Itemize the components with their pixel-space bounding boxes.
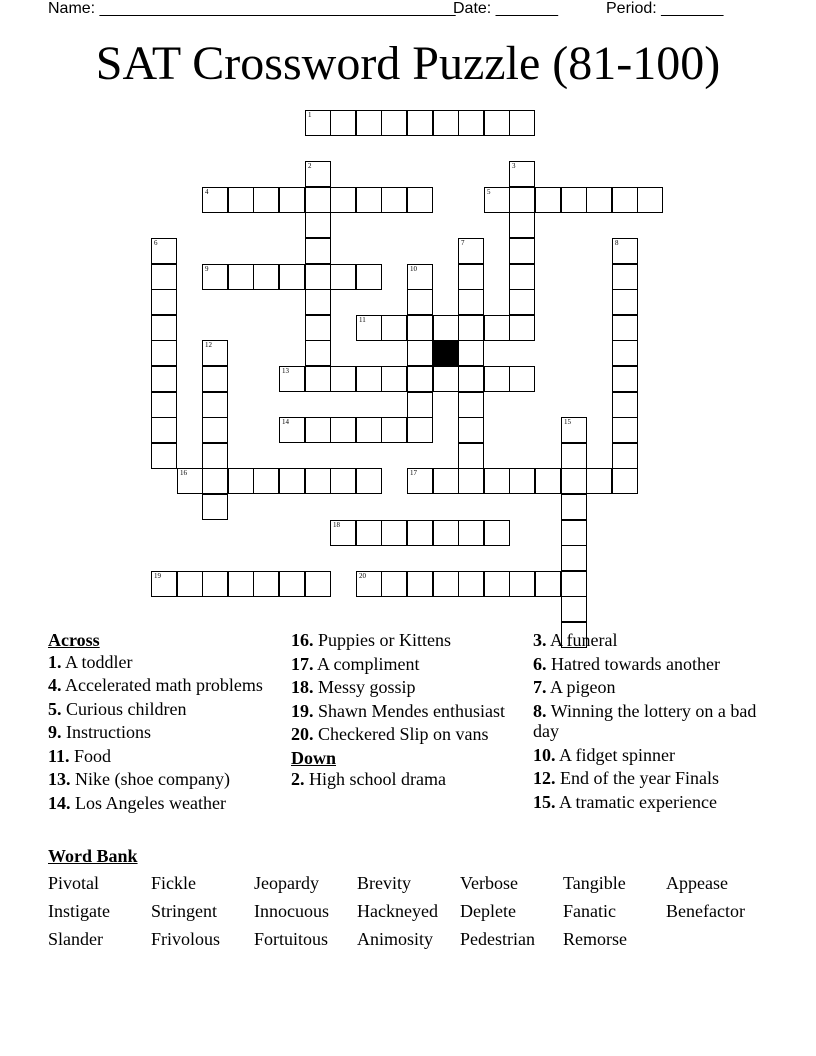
grid-cell[interactable] [458, 468, 484, 494]
grid-cell[interactable] [612, 315, 638, 341]
clue-number-10: 10 [410, 265, 417, 273]
grid-cell[interactable] [612, 238, 638, 264]
grid-cell[interactable] [561, 443, 587, 469]
clue-number-9: 9 [205, 265, 209, 273]
grid-cell[interactable] [458, 366, 484, 392]
clue-number-3: 3 [512, 162, 516, 170]
grid-cell[interactable] [484, 187, 510, 213]
grid-cell[interactable] [433, 571, 459, 597]
grid-cell[interactable] [509, 468, 535, 494]
grid-cell[interactable] [305, 340, 331, 366]
grid-cell[interactable] [381, 315, 407, 341]
grid-cell[interactable] [484, 315, 510, 341]
clue-number-15: 15 [564, 418, 571, 426]
grid-cell[interactable] [484, 571, 510, 597]
grid-cell[interactable] [305, 238, 331, 264]
word-bank-item: Jeopardy [254, 873, 319, 893]
clue-down-15: 15. A tramatic experience [533, 791, 717, 812]
grid-cell[interactable] [305, 110, 331, 136]
grid-cell[interactable] [509, 110, 535, 136]
clue-number-6: 6 [154, 239, 158, 247]
grid-cell[interactable] [612, 468, 638, 494]
grid-cell[interactable] [407, 392, 433, 418]
grid-cell[interactable] [330, 520, 356, 546]
grid-cell[interactable] [202, 571, 228, 597]
word-bank-item: Stringent [151, 901, 217, 921]
clue-down-6: 6. Hatred towards another [533, 653, 720, 674]
grid-cell[interactable] [356, 110, 382, 136]
clue-number-19: 19 [154, 572, 161, 580]
word-bank-item: Slander [48, 929, 103, 949]
grid-cell[interactable] [305, 366, 331, 392]
grid-cell[interactable] [407, 417, 433, 443]
clue-number-8: 8 [615, 239, 619, 247]
grid-cell[interactable] [279, 571, 305, 597]
grid-cell[interactable] [381, 110, 407, 136]
grid-cell[interactable] [458, 238, 484, 264]
grid-cell[interactable] [612, 417, 638, 443]
grid-cell[interactable] [253, 187, 279, 213]
grid-cell[interactable] [305, 468, 331, 494]
word-bank-item: Fortuitous [254, 929, 329, 949]
grid-cell[interactable] [202, 494, 228, 520]
grid-cell[interactable] [561, 187, 587, 213]
grid-cell[interactable] [612, 443, 638, 469]
clue-across-5: 5. Curious children [48, 698, 187, 719]
grid-cell[interactable] [458, 392, 484, 418]
clue-down-10: 10. A fidget spinner [533, 744, 675, 765]
word-bank-item: Pedestrian [460, 929, 535, 949]
grid-cell[interactable] [407, 187, 433, 213]
date-field[interactable]: Date: _______ [453, 0, 558, 17]
grid-cell[interactable] [458, 520, 484, 546]
grid-cell[interactable] [151, 315, 177, 341]
clue-number-1: 1 [308, 111, 312, 119]
grid-cell[interactable] [305, 212, 331, 238]
grid-cell[interactable] [433, 520, 459, 546]
clue-down-12: 12. End of the year Finals [533, 768, 719, 788]
grid-cell[interactable] [151, 443, 177, 469]
grid-cell[interactable] [305, 315, 331, 341]
grid-cell[interactable] [407, 571, 433, 597]
grid-cell[interactable] [305, 264, 331, 290]
grid-cell[interactable] [381, 417, 407, 443]
grid-cell[interactable] [612, 366, 638, 392]
word-bank-item: Pivotal [48, 873, 100, 893]
down-heading: Down [291, 747, 337, 768]
grid-cell[interactable] [253, 264, 279, 290]
clue-number-13: 13 [282, 367, 289, 375]
grid-cell[interactable] [356, 315, 382, 341]
black-cell [433, 340, 459, 366]
grid-cell[interactable] [561, 417, 587, 443]
grid-cell[interactable] [433, 110, 459, 136]
grid-cell[interactable] [458, 264, 484, 290]
grid-cell[interactable] [279, 417, 305, 443]
grid-cell[interactable] [381, 187, 407, 213]
grid-cell[interactable] [509, 264, 535, 290]
grid-cell[interactable] [330, 110, 356, 136]
word-bank-item: Instigate [48, 901, 110, 921]
word-bank [48, 846, 778, 950]
grid-cell[interactable] [433, 315, 459, 341]
grid-cell[interactable] [202, 417, 228, 443]
grid-cell[interactable] [612, 264, 638, 290]
word-bank-item: Benefactor [666, 901, 745, 921]
grid-cell[interactable] [202, 366, 228, 392]
clue-number-11: 11 [359, 316, 366, 324]
clue-across-13: 13. Nike (shoe company) [48, 769, 230, 789]
clue-down-2: 2. High school drama [291, 769, 446, 789]
grid-cell[interactable] [356, 520, 382, 546]
grid-cell[interactable] [279, 187, 305, 213]
clue-across-9: 9. Instructions [48, 722, 151, 742]
grid-cell[interactable] [151, 264, 177, 290]
grid-cell[interactable] [253, 571, 279, 597]
grid-cell[interactable] [407, 468, 433, 494]
clue-number-17: 17 [410, 469, 417, 477]
word-bank-item: Verbose [460, 873, 518, 893]
grid-cell[interactable] [509, 161, 535, 187]
clue-down-8: 8. Winning the lottery on a bad day [533, 700, 757, 741]
clue-number-20: 20 [359, 572, 366, 580]
grid-cell[interactable] [407, 289, 433, 315]
grid-cell[interactable] [330, 468, 356, 494]
clue-number-4: 4 [205, 188, 209, 196]
grid-cell[interactable] [356, 366, 382, 392]
clue-across-20: 20. Checkered Slip on vans [291, 724, 489, 744]
word-bank-item: Appease [666, 873, 728, 893]
grid-cell[interactable] [202, 187, 228, 213]
grid-cell[interactable] [381, 520, 407, 546]
grid-cell[interactable] [356, 417, 382, 443]
grid-cell[interactable] [561, 494, 587, 520]
word-bank-item: Animosity [357, 929, 434, 949]
word-bank-item: Brevity [357, 873, 411, 893]
grid-cell[interactable] [305, 417, 331, 443]
grid-cell[interactable] [330, 366, 356, 392]
grid-cell[interactable] [330, 264, 356, 290]
grid-cell[interactable] [228, 187, 254, 213]
clue-across-4: 4. Accelerated math problems [48, 675, 263, 695]
word-bank-heading: Word Bank [48, 846, 138, 866]
grid-cell[interactable] [612, 340, 638, 366]
word-bank-item: Remorse [563, 929, 627, 949]
clue-across-11: 11. Food [48, 745, 112, 766]
grid-cell[interactable] [586, 468, 612, 494]
grid-cell[interactable] [535, 187, 561, 213]
grid-cell[interactable] [356, 264, 382, 290]
grid-cell[interactable] [356, 468, 382, 494]
grid-cell[interactable] [561, 520, 587, 546]
grid-cell[interactable] [202, 340, 228, 366]
grid-cell[interactable] [561, 545, 587, 571]
name-field[interactable]: Name: ________________________________________ [48, 0, 456, 17]
grid-cell[interactable] [484, 520, 510, 546]
grid-cell[interactable] [509, 187, 535, 213]
clue-across-18: 18. Messy gossip [291, 677, 416, 697]
grid-cell[interactable] [535, 468, 561, 494]
grid-cell[interactable] [612, 392, 638, 418]
grid-cell[interactable] [586, 187, 612, 213]
clue-down-3: 3. A funeral [533, 630, 618, 650]
clue-down-7: 7. A pigeon [533, 677, 616, 697]
clue-number-14: 14 [282, 418, 289, 426]
clue-across-19: 19. Shawn Mendes enthusiast [291, 700, 505, 721]
word-bank-item: Fickle [151, 873, 196, 893]
grid-cell[interactable] [151, 366, 177, 392]
grid-cell[interactable] [458, 315, 484, 341]
grid-cell[interactable] [458, 571, 484, 597]
grid-cell[interactable] [561, 571, 587, 597]
word-bank-item: Frivolous [151, 929, 221, 949]
grid-cell[interactable] [407, 110, 433, 136]
clue-across-17: 17. A compliment [291, 653, 420, 674]
grid-cell[interactable] [612, 289, 638, 315]
grid-cell[interactable] [151, 571, 177, 597]
grid-cell[interactable] [458, 340, 484, 366]
grid-cell[interactable] [228, 468, 254, 494]
grid-cell[interactable] [151, 392, 177, 418]
grid-cell[interactable] [305, 571, 331, 597]
clue-across-16: 16. Puppies or Kittens [291, 630, 451, 650]
grid-cell[interactable] [356, 571, 382, 597]
grid-cell[interactable] [305, 187, 331, 213]
grid-cell[interactable] [381, 571, 407, 597]
grid-cell[interactable] [228, 264, 254, 290]
grid-cell[interactable] [637, 187, 663, 213]
grid-cell[interactable] [484, 110, 510, 136]
grid-cell[interactable] [151, 417, 177, 443]
grid-cell[interactable] [458, 417, 484, 443]
word-bank-list [48, 873, 778, 950]
word-bank-item: Innocuous [254, 901, 329, 921]
grid-cell[interactable] [509, 366, 535, 392]
grid-cell[interactable] [202, 392, 228, 418]
grid-cell[interactable] [458, 443, 484, 469]
clue-across-14: 14. Los Angeles weather [48, 792, 226, 813]
grid-cell[interactable] [433, 366, 459, 392]
grid-cell[interactable] [484, 468, 510, 494]
grid-cell[interactable] [330, 187, 356, 213]
grid-cell[interactable] [407, 520, 433, 546]
word-bank-item: Deplete [460, 901, 516, 921]
grid-cell[interactable] [509, 238, 535, 264]
grid-cell[interactable] [407, 340, 433, 366]
clue-number-5: 5 [487, 188, 491, 196]
grid-cell[interactable] [151, 289, 177, 315]
clue-number-2: 2 [308, 162, 312, 170]
grid-cell[interactable] [253, 468, 279, 494]
across-heading: Across [48, 630, 100, 650]
grid-cell[interactable] [202, 468, 228, 494]
grid-cell[interactable] [151, 238, 177, 264]
clue-number-18: 18 [333, 521, 340, 529]
grid-cell[interactable] [407, 315, 433, 341]
grid-cell[interactable] [484, 366, 510, 392]
grid-cell[interactable] [177, 468, 203, 494]
grid-cell[interactable] [612, 187, 638, 213]
grid-cell[interactable] [305, 289, 331, 315]
clue-number-12: 12 [205, 341, 212, 349]
clue-across-1: 1. A toddler [48, 651, 133, 672]
grid-cell[interactable] [509, 571, 535, 597]
grid-cell[interactable] [151, 340, 177, 366]
grid-cell[interactable] [202, 443, 228, 469]
grid-cell[interactable] [202, 264, 228, 290]
grid-cell[interactable] [561, 468, 587, 494]
clue-column-1 [48, 630, 278, 816]
page-title: SAT Crossword Puzzle (81-100) [95, 37, 721, 90]
clue-column-2 [291, 630, 521, 793]
word-bank-item: Fanatic [563, 901, 616, 921]
grid-cell[interactable] [433, 468, 459, 494]
grid-cell[interactable] [509, 289, 535, 315]
grid-cell[interactable] [509, 315, 535, 341]
grid-cell[interactable] [561, 596, 587, 622]
grid-cell[interactable] [330, 417, 356, 443]
grid-cell[interactable] [279, 366, 305, 392]
grid-cell[interactable] [509, 212, 535, 238]
grid-cell[interactable] [535, 571, 561, 597]
grid-cell[interactable] [279, 264, 305, 290]
grid-cell[interactable] [381, 366, 407, 392]
grid-cell[interactable] [305, 161, 331, 187]
grid-cell[interactable] [407, 264, 433, 290]
grid-cell[interactable] [458, 110, 484, 136]
word-bank-item: Tangible [563, 873, 626, 893]
grid-cell[interactable] [279, 468, 305, 494]
grid-cell[interactable] [458, 289, 484, 315]
word-bank-item: Hackneyed [357, 901, 438, 921]
grid-cell[interactable] [177, 571, 203, 597]
clue-column-3 [533, 630, 763, 815]
period-field[interactable]: Period: _______ [606, 0, 724, 17]
grid-cell[interactable] [356, 187, 382, 213]
clue-number-16: 16 [180, 469, 187, 477]
clue-number-7: 7 [461, 239, 465, 247]
grid-cell[interactable] [228, 571, 254, 597]
grid-cell[interactable] [407, 366, 433, 392]
